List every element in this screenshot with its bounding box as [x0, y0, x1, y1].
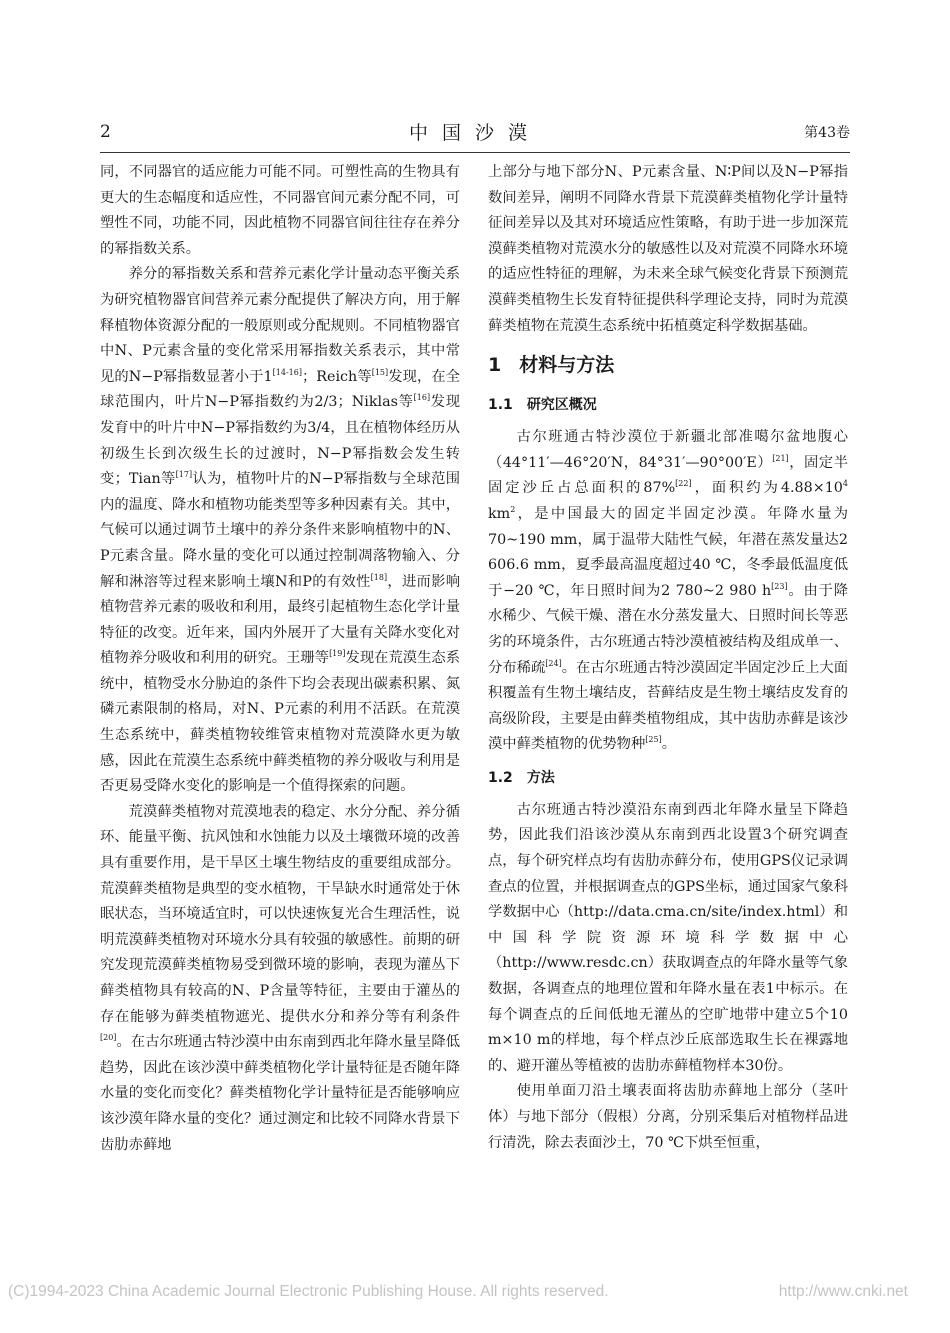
citation: [23]	[771, 581, 788, 591]
citation: [25]	[645, 735, 662, 745]
paragraph: 古尔班通古特沙漠沿东南到西北年降水量呈下降趋势，因此我们沿该沙漠从东南到西北设置3个研究调查点，每个研究样点均有齿肋赤藓分布，使用GPS仪记录调查点的位置，并根据调查点的GPS坐标，通过国家气象科学数据中心（http://data.cma.cn/site/index.html）和中国科学院资源环境科学数据中心（http://www.resdc.cn）获取调查点的年降水量等气象数据，各调查点的地理位置和年降水量在表1中标示。在每个调查点的丘间低地无灌丛的空旷地带中建立5个10 m×10 m的样地，每个样点沙丘底部选取生长在裸露地的、避开灌丛等植被的齿肋赤藓植物样本30份。	[488, 801, 848, 1074]
citation: [21]	[772, 453, 789, 463]
page-footer	[0, 1283, 950, 1307]
site-link[interactable]: http://www.cnki.net	[778, 1283, 908, 1300]
subsection-heading: 1.2 方法	[488, 769, 555, 786]
citation: [24]	[545, 658, 562, 668]
citation: [17]	[175, 470, 193, 480]
paragraph: 古尔班通古特沙漠位于新疆北部准噶尔盆地腹心（44°11′—46°20′N，84°31′—90°00′E）[21]，固定半固定沙丘占总面积的87%[22]，面积约为$4.88\times 10^4$ $km^2$，是中国最大的固定半固定沙漠。年降水量为70~190 mm，属于温带大陆性气候，年潜在蒸发量达2 606.6 mm，夏季最高温度超过40 ℃，冬季最低温度低于−20 ℃，年日照时间为2 780~2 980 h[23]。由于降水稀少、气候干燥、潜在水分蒸发量大、日照时间长等恶劣的环境条件，古尔班通古特沙漠植被结构及组成单一、分布稀疏[24]。在古尔班通古特沙漠固定半固定沙丘上大面积覆盖有生物土壤结皮，苔藓结皮是生物土壤结皮发育的高级阶段，主要是由藓类植物组成，其中齿肋赤藓是该沙漠中藓类植物的优势物种[25]。	[488, 429, 849, 753]
paragraph: 养分的幂指数关系和营养元素化学计量动态平衡关系为研究植物器官间营养元素分配提供了解决方向，用于解释植物体资源分配的一般原则或分配规则。不同植物器官中N、P元素含量的变化常采用幂指数关系表示，其中常见的N−P幂指数显著小于1[14-16]；Reich等[15]发现，在全球范围内，叶片N−P幂指数约为2/3；Niklas等[16]发现发育中的叶片中N−P幂指数约为3/4，且在植物体经历从初级生长到次级生长的过渡时，N−P幂指数会发生转变；Tian等[17]认为，植物叶片的N−P幂指数与全球范围内的温度、降水和植物功能类型等多种因素有关。其中，气候可以通过调节土壤中的养分条件来影响植物中的N、P元素含量。降水量的变化可以通过控制凋落物输入、分解和淋溶等过程来影响土壤N和P的有效性[18]，进而影响植物营养元素的吸收和利用，最终引起植物生态化学计量特征的改变。近年来，国内外展开了大量有关降水变化对植物养分吸收和利用的研究。王珊等[19]发现在荒漠生态系统中，植物受水分胁迫的条件下均会表现出碳素积累、氮磷元素限制的格局，对N、P元素的利用不活跃。在荒漠生态系统中，藓类植物较维管束植物对荒漠降水更为敏感，因此在荒漠生态系统中藓类植物的养分吸收与利用是否更易受降水变化的影响是一个值得探索的问题。	[100, 266, 461, 795]
citation: [22]	[675, 479, 692, 489]
volume-label: 第43卷	[804, 125, 850, 141]
page-header	[100, 118, 850, 152]
copyright-watermark: (C)1994-2023 China Academic Journal Electronic Publishing House. All rights reserved.	[8, 1283, 609, 1300]
citation: [16]	[413, 393, 431, 403]
paragraph: 同，不同器官的适应能力可能不同。可塑性高的生物具有更大的生态幅度和适应性，不同器官间元素分配不同，可塑性不同，功能不同，因此植物不同器官间往往存在养分的幂指数关系。	[100, 164, 460, 257]
header-divider	[100, 152, 850, 153]
paragraph: 上部分与地下部分N、P元素含量、N∶P间以及N−P幂指数间差异，阐明不同降水背景下荒漠藓类植物化学计量特征间差异以及其对环境适应性策略，有助于进一步加深荒漠藓类植物对荒漠水分的敏感性以及对荒漠不同降水环境的适应性特征的理解，为未来全球气候变化背景下预测荒漠藓类植物生长发育特征提供科学理论支持，同时为荒漠藓类植物在荒漠生态系统中拓植奠定科学数据基础。	[488, 164, 848, 334]
citation: [18]	[370, 572, 388, 582]
citation: [15]	[371, 367, 389, 377]
left-column	[100, 160, 460, 1158]
right-column	[488, 160, 848, 1156]
page-number: 2	[100, 122, 111, 142]
citation: [14-16]	[272, 367, 302, 377]
citation: [20]	[100, 1033, 117, 1043]
section-heading: 1 材料与方法	[488, 354, 615, 377]
exponent: 2	[510, 505, 516, 515]
journal-title: 中国沙漠	[408, 122, 541, 144]
paragraph: 使用单面刀沿土壤表面将齿肋赤藓地上部分（茎叶体）与地下部分（假根）分离，分别采集后对植物样品进行清洗，除去表面沙土，70 ℃下烘至恒重，	[488, 1083, 848, 1151]
paragraph: 荒漠藓类植物对荒漠地表的稳定、水分分配、养分循环、能量平衡、抗风蚀和水蚀能力以及土壤微环境的改善具有重要作用，是干旱区土壤生物结皮的重要组成部分。荒漠藓类植物是典型的变水植物，干旱缺水时通常处于休眠状态，当环境适宜时，可以快速恢复光合生理活性，说明荒漠藓类植物对环境水分具有较强的敏感性。前期的研究发现荒漠藓类植物易受到微环境的影响，表现为灌丛下藓类植物具有较高的N、P含量等特征，主要由于灌丛的存在能够为藓类植物遮光、提供水分和养分等有利条件[20]。在古尔班通古特沙漠中由东南到西北年降水量呈降低趋势，因此在该沙漠中藓类植物化学计量特征是否随年降水量的变化而变化？藓类植物化学计量特征是否能够响应该沙漠年降水量的变化？通过测定和比较不同降水背景下齿肋赤藓地	[100, 803, 460, 1153]
exponent: 4	[842, 479, 848, 489]
citation: [19]	[329, 649, 346, 659]
subsection-heading: 1.1 研究区概况	[488, 397, 597, 414]
